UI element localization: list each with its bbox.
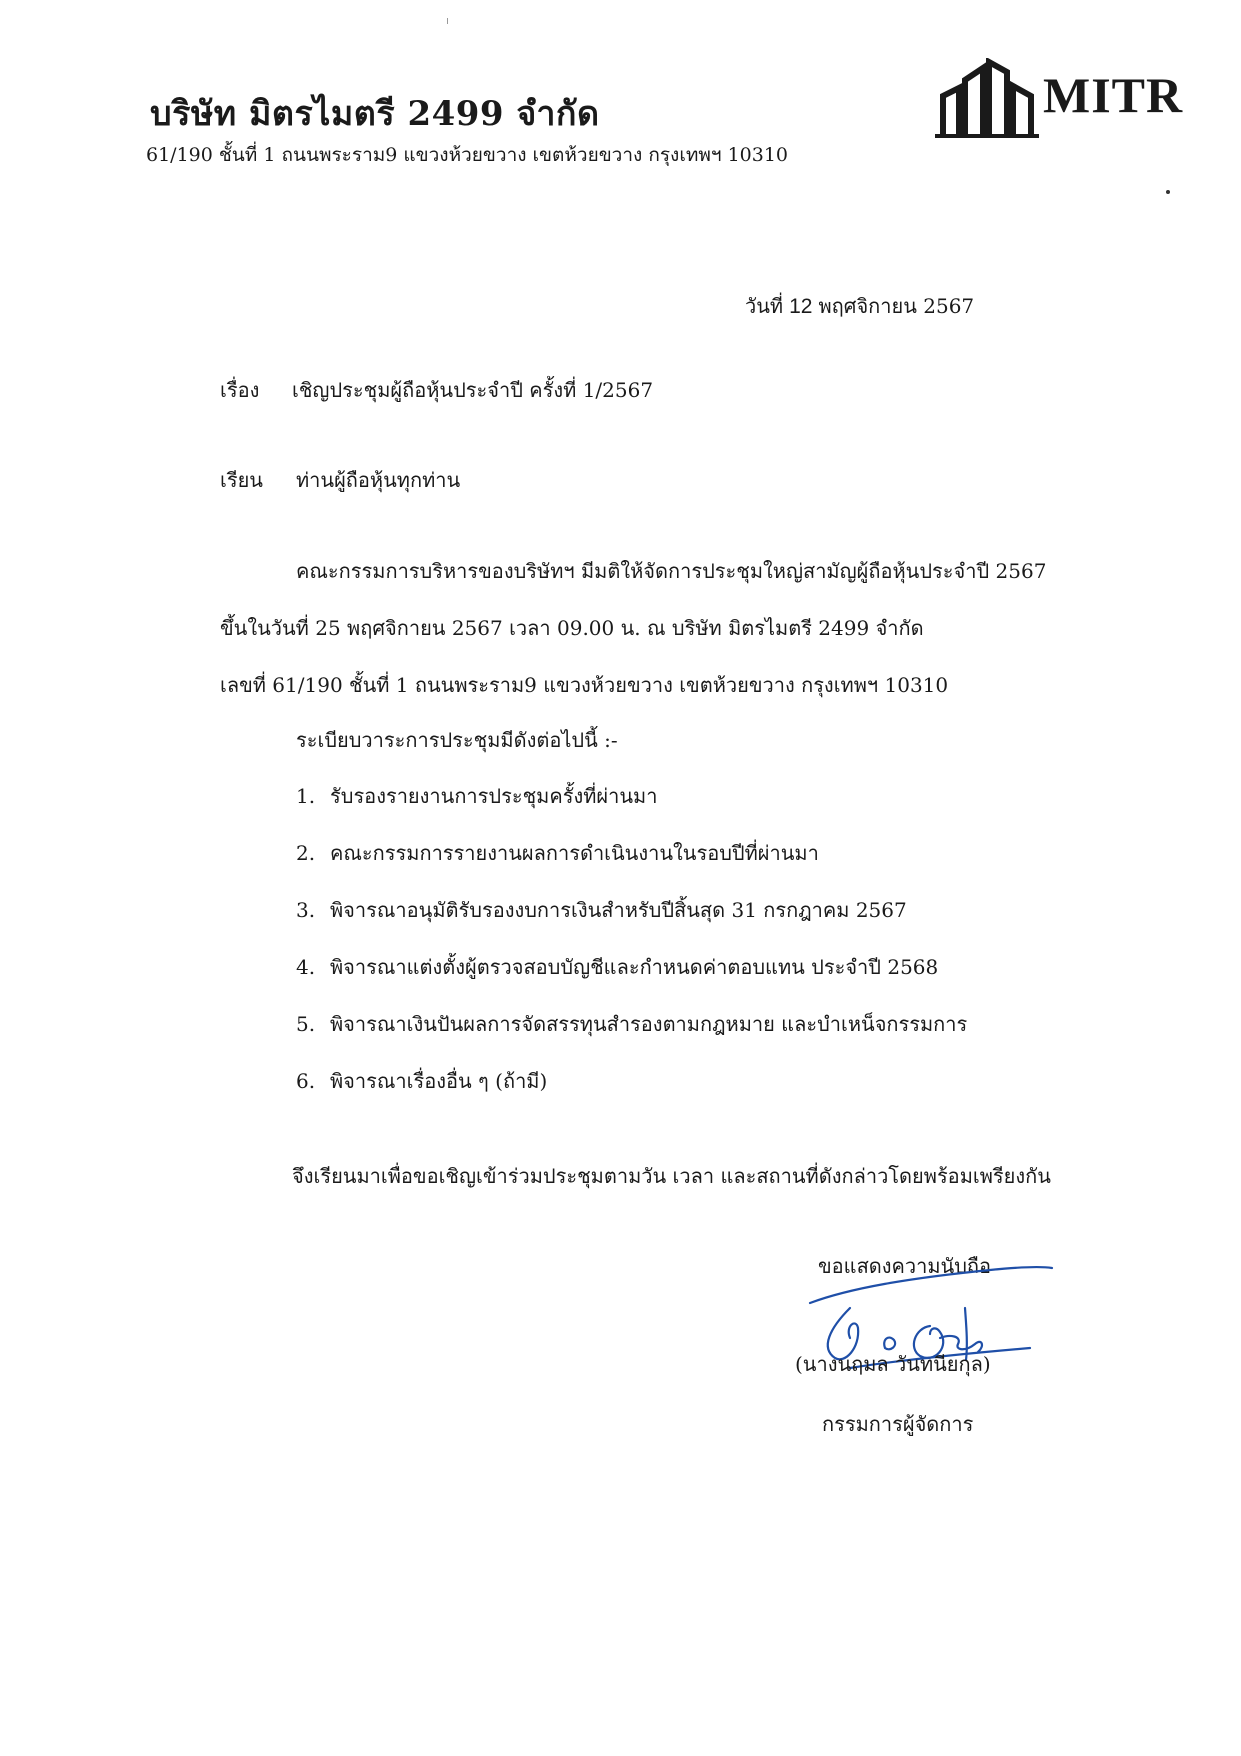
recipient-text: ท่านผู้ถือหุ้นทุกท่าน [296,468,461,492]
subject-label: เรื่อง [220,378,260,402]
body-line-2: ขึ้นในวันที่ 25 พฤศจิกายน 2567 เวลา 09.00 น. ณ บริษัท มิตรไมตรี 2499 จำกัด [220,616,924,640]
date-month-year: พฤศจิกายน 2567 [818,294,975,318]
agenda-number: 3. [296,898,316,922]
agenda-item [296,894,907,926]
logo-text: MITR [1043,67,1184,123]
scan-mark [447,18,448,24]
agenda-text: พิจารณาอนุมัติรับรองงบการเงินสำหรับปีสิ้นสุด 31 กรกฎาคม 2567 [330,898,907,922]
scan-dot [1166,190,1170,194]
agenda-item [296,837,819,869]
building-logo-icon [935,58,1045,138]
agenda-item [296,780,657,812]
company-address: 61/190 ชั้นที่ 1 ถนนพระราม9 แขวงห้วยขวาง เขตห้วยขวาง กรุงเทพฯ 10310 [146,144,789,166]
agenda-item [296,1065,547,1097]
agenda-text: พิจารณาแต่งตั้งผู้ตรวจสอบบัญชีและกำหนดค่าตอบแทน ประจำปี 2568 [330,955,939,979]
company-logo [935,58,1185,138]
agenda-number: 2. [296,841,316,865]
body-line-1: คณะกรรมการบริหารของบริษัทฯ มีมติให้จัดการประชุมใหญ่สามัญผู้ถือหุ้นประจำปี 2567 [296,559,1047,583]
agenda-text: พิจารณาเรื่องอื่น ๆ (ถ้ามี) [330,1069,548,1093]
agenda-text: คณะกรรมการรายงานผลการดำเนินงานในรอบปีที่ผ่านมา [330,841,819,865]
regards-text: ขอแสดงความนับถือ [818,1254,992,1278]
subject-text: เชิญประชุมผู้ถือหุ้นประจำปี ครั้งที่ 1/2567 [292,378,654,402]
agenda-number: 6. [296,1069,316,1093]
recipient-label: เรียน [220,468,263,492]
agenda-item [296,951,938,983]
signer-name: (นางนฤมล วันทนียกุล) [795,1352,991,1376]
agenda-number: 1. [296,784,316,808]
date-prefix: วันที่ [745,294,784,318]
agenda-text: รับรองรายงานการประชุมครั้งที่ผ่านมา [330,784,658,808]
date-day: 12 [789,295,813,318]
signer-title: กรรมการผู้จัดการ [822,1412,974,1436]
agenda-item [296,1008,967,1040]
agenda-text: พิจารณาเงินปันผลการจัดสรรทุนสำรองตามกฎหมาย และบำเหน็จกรรมการ [330,1012,968,1036]
agenda-number: 5. [296,1012,316,1036]
letter-date [745,290,974,322]
body-line-3: เลขที่ 61/190 ชั้นที่ 1 ถนนพระราม9 แขวงห้วยขวาง เขตห้วยขวาง กรุงเทพฯ 10310 [220,673,949,697]
closing-line: จึงเรียนมาเพื่อขอเชิญเข้าร่วมประชุมตามวัน เวลา และสถานที่ดังกล่าวโดยพร้อมเพรียงกัน [292,1164,1051,1188]
agenda-number: 4. [296,955,316,979]
agenda-intro: ระเบียบวาระการประชุมมีดังต่อไปนี้ :- [296,728,618,752]
company-name: บริษัท มิตรไมตรี 2499 จำกัด [150,94,600,134]
